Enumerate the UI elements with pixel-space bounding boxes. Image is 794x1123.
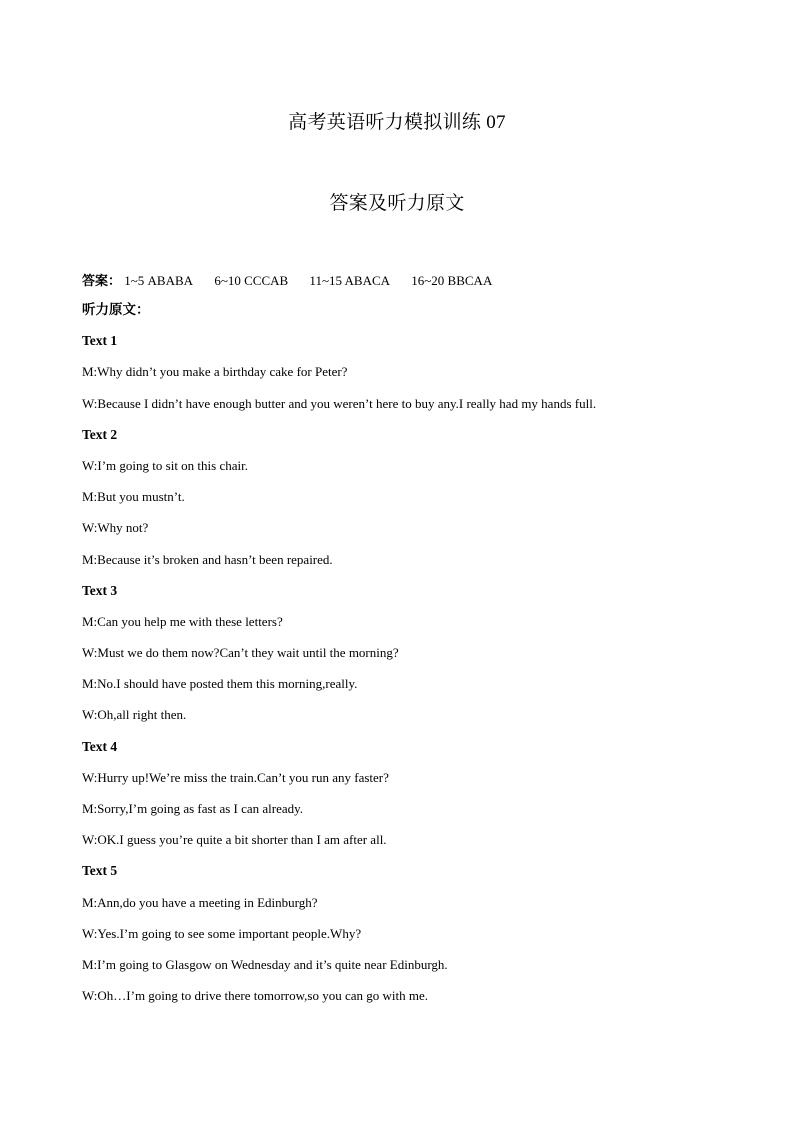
dialogue-line: M:No.I should have posted them this morning,really. xyxy=(82,676,358,692)
text-heading: Text 3 xyxy=(82,582,118,598)
text-heading: Text 5 xyxy=(82,863,118,879)
dialogue-line: W:Because I didn’t have enough butter and you weren’t here to buy any.I really had my hands full. xyxy=(82,395,597,411)
answer-label: 答案： xyxy=(82,273,122,288)
dialogue-line: W:OK.I guess you’re quite a bit shorter than I am after all. xyxy=(82,832,387,848)
text-heading: Text 1 xyxy=(82,333,118,349)
dialogue-line: W:Why not? xyxy=(82,520,149,536)
page-title: 高考英语听力模拟训练 07 xyxy=(288,112,506,133)
answer-group: 11~15 ABACA xyxy=(309,273,391,288)
dialogue-line: M:Sorry,I’m going as fast as I can already. xyxy=(82,801,304,816)
answer-group: 16~20 BBCAA xyxy=(411,273,493,288)
dialogue-line: M:But you mustn’t. xyxy=(82,489,185,505)
dialogue-line: W:Must we do them now?Can’t they wait until the morning? xyxy=(82,645,399,661)
answer-group: 1~5 ABABA xyxy=(124,273,194,288)
text-heading: Text 4 xyxy=(82,738,118,754)
text-heading: Text 2 xyxy=(82,426,118,442)
dialogue-line: M:Because it’s broken and hasn’t been repaired. xyxy=(82,551,333,567)
page-subtitle: 答案及听力原文 xyxy=(329,193,465,214)
transcript xyxy=(82,300,722,1017)
dialogue-line: M:Why didn’t you make a birthday cake for Peter? xyxy=(82,364,348,380)
dialogue-line: W:Hurry up!We’re miss the train.Can’t you run any faster? xyxy=(82,769,389,785)
dialogue-line: M:Can you help me with these letters? xyxy=(82,613,283,629)
dialogue-line: W:Oh,all right then. xyxy=(82,707,187,723)
transcript-label: 听力原文： xyxy=(82,302,150,317)
dialogue-line: W:I’m going to sit on this chair. xyxy=(82,457,248,473)
answer-key xyxy=(82,270,510,289)
answer-group: 6~10 CCCAB xyxy=(214,273,289,288)
dialogue-line: M:I’m going to Glasgow on Wednesday and it’s quite near Edinburgh. xyxy=(82,956,448,972)
dialogue-line: W:Oh…I’m going to drive there tomorrow,so you can go with me. xyxy=(82,988,428,1004)
dialogue-line: W:Yes.I’m going to see some important people.Why? xyxy=(82,925,362,941)
dialogue-line: M:Ann,do you have a meeting in Edinburgh? xyxy=(82,894,318,910)
